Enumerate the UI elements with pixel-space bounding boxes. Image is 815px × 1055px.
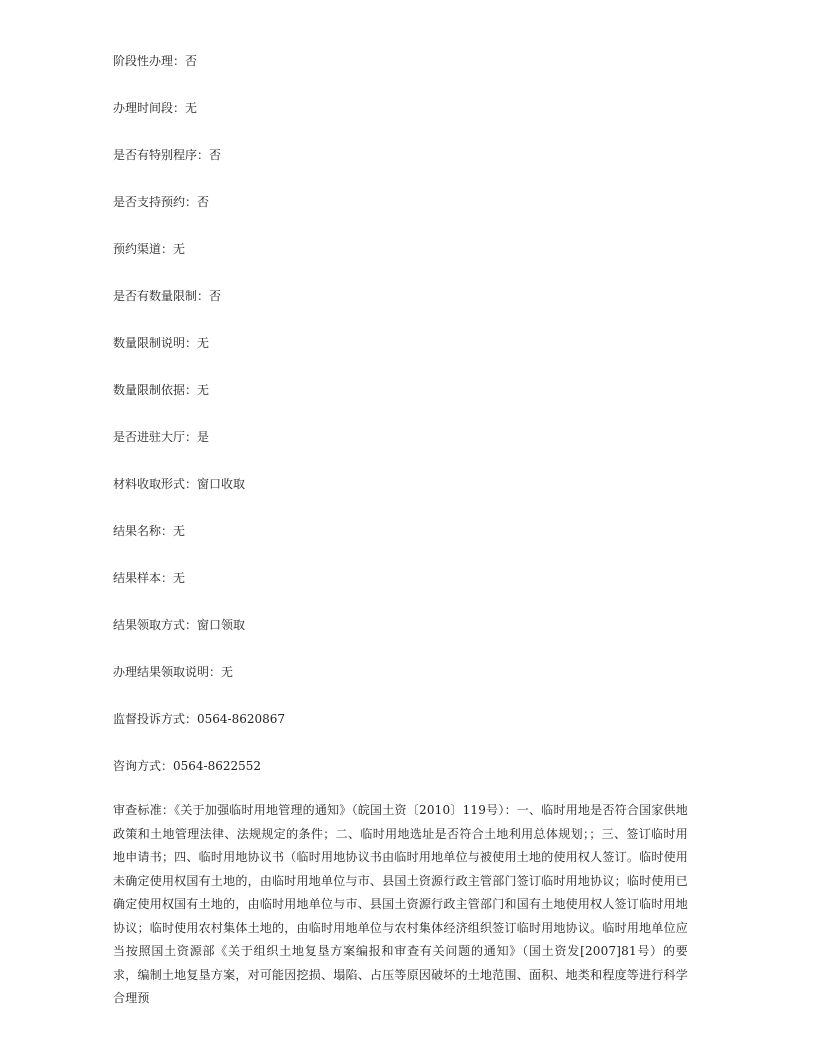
field-value: 0564-8620867	[197, 712, 286, 726]
field-appointment-channel	[113, 239, 713, 286]
field-value: 无	[173, 242, 186, 256]
field-label: 数量限制说明：	[113, 336, 198, 350]
field-value: 0564-8622552	[173, 759, 262, 773]
review-standard-label: 审查标准：	[113, 803, 175, 817]
field-inquiry-contact	[113, 756, 713, 803]
field-value: 无	[221, 665, 234, 679]
field-complaint-contact	[113, 709, 713, 756]
field-result-pickup-desc	[113, 662, 713, 709]
field-value: 窗口收取	[197, 477, 246, 491]
field-value: 否	[209, 148, 222, 162]
field-value: 无	[185, 101, 198, 115]
field-label: 结果领取方式：	[113, 618, 198, 632]
field-label: 是否支持预约：	[113, 195, 198, 209]
field-label: 监督投诉方式：	[113, 712, 198, 726]
field-label: 办理时间段：	[113, 101, 186, 115]
field-value: 窗口领取	[197, 618, 246, 632]
field-label: 预约渠道：	[113, 242, 174, 256]
field-value: 无	[173, 524, 186, 538]
field-value: 否	[209, 289, 222, 303]
field-label: 材料收取形式：	[113, 477, 198, 491]
field-appointment-support	[113, 192, 713, 239]
field-value: 否	[185, 54, 198, 68]
field-label: 是否有特别程序：	[113, 148, 210, 162]
field-value: 无	[197, 336, 210, 350]
field-value: 否	[197, 195, 210, 209]
review-standard-text: 《关于加强临时用地管理的通知》（皖国土资〔2010〕119号）：一、临时用地是否符合国家供地政策和土地管理法律、法规规定的条件；二、临时用地选址是否符合土地利用总体规划；；三、签订临时用地申请书；四、临时用地协议书（临时用地协议书由临时用地单位与被使用土地的使用权人签订。临时使用未确定使用权国有土地的，由临时用地单位与市、县国土资源行政主管部门签订临时用地协议；临时使用已确定使用权国有土地的，由临时用地单位与市、县国土资源行政主管部门和国有土地使用权人签订临时用地协议；临时使用农村集体土地的，由临时用地单位与农村集体经济组织签订临时用地协议。临时用地单位应当按照国土资源部《关于组织土地复垦方案编报和审查有关问题的通知》（国土资发[2007]81号）的要求，编制土地复垦方案，对可能因挖损、塌陷、占压等原因破坏的土地范围、面积、地类和程度等进行科学合理预	[113, 803, 688, 1005]
field-value: 是	[197, 430, 210, 444]
field-result-pickup-method	[113, 615, 713, 662]
field-staged-processing	[113, 51, 713, 98]
field-result-name	[113, 521, 713, 568]
field-label: 咨询方式：	[113, 759, 174, 773]
field-label: 是否有数量限制：	[113, 289, 210, 303]
field-material-collection	[113, 474, 713, 521]
field-label: 是否进驻大厅：	[113, 430, 198, 444]
field-in-service-hall	[113, 427, 713, 474]
field-value: 无	[197, 383, 210, 397]
field-list	[113, 51, 713, 803]
field-quantity-limit-desc	[113, 333, 713, 380]
field-label: 结果样本：	[113, 571, 174, 585]
field-processing-time	[113, 98, 713, 145]
field-value: 无	[173, 571, 186, 585]
field-quantity-limit-basis	[113, 380, 713, 427]
field-quantity-limit	[113, 286, 713, 333]
field-special-procedure	[113, 145, 713, 192]
field-label: 阶段性办理：	[113, 54, 186, 68]
field-label: 数量限制依据：	[113, 383, 198, 397]
field-result-sample	[113, 568, 713, 615]
field-label: 结果名称：	[113, 524, 174, 538]
review-standard-paragraph	[113, 799, 688, 1011]
field-label: 办理结果领取说明：	[113, 665, 222, 679]
